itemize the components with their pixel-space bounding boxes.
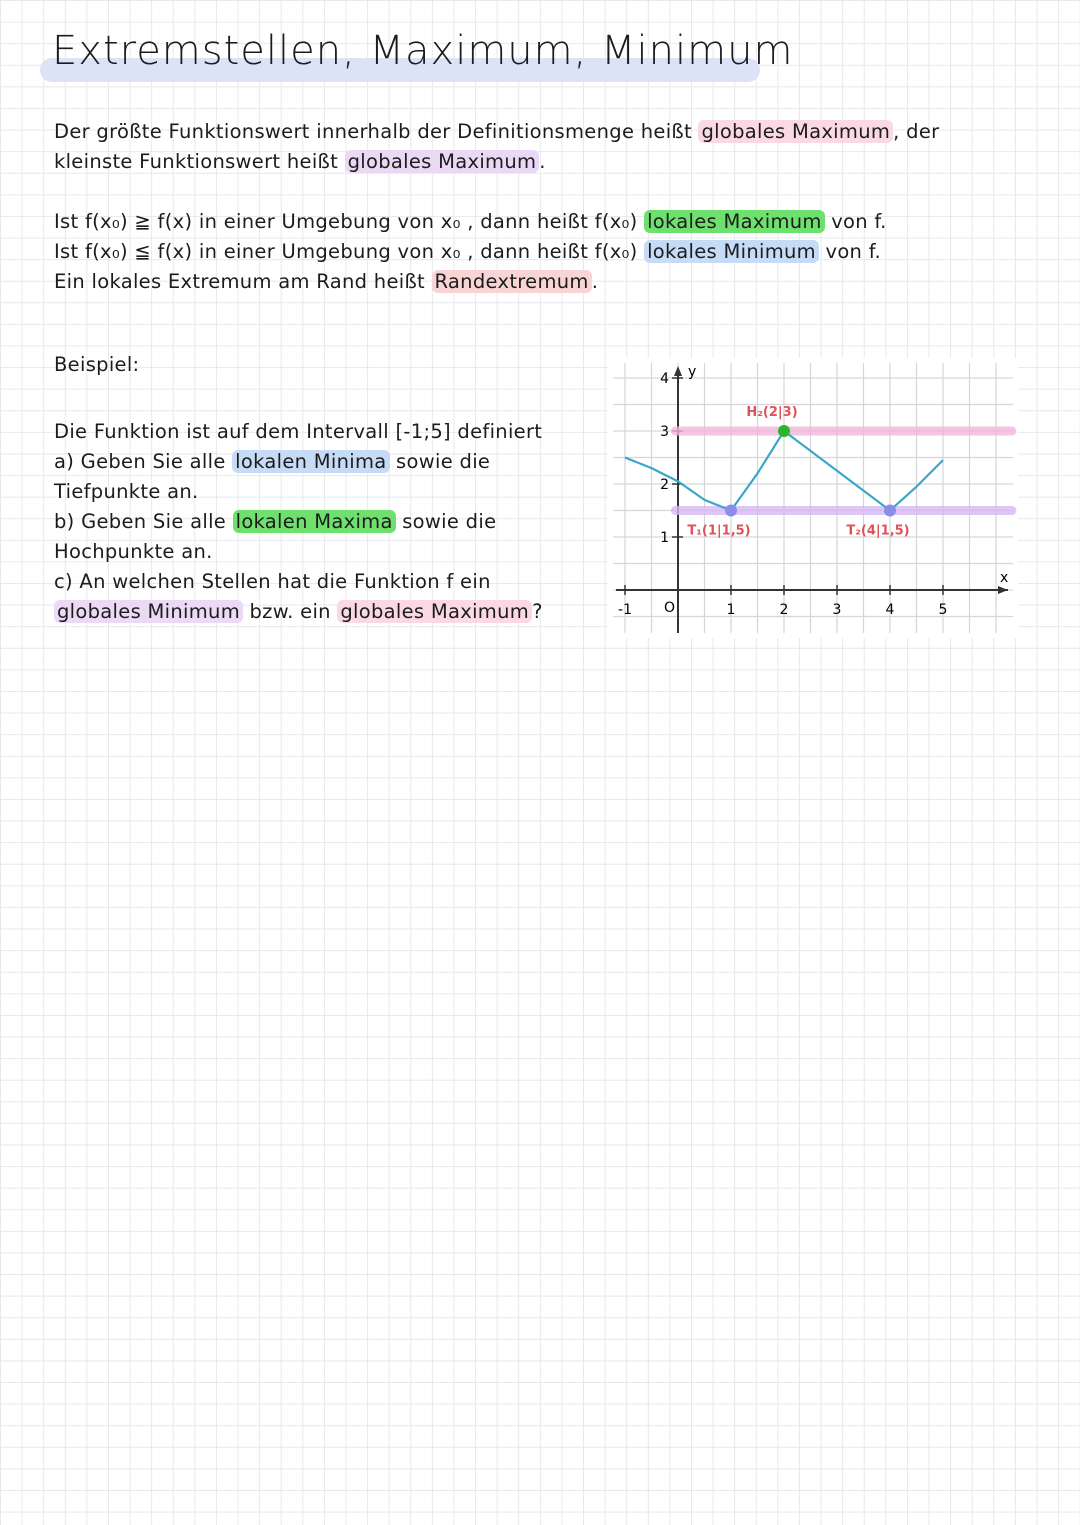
text-line xyxy=(54,270,598,293)
text-segment: Der größte Funktionswert innerhalb der Definitionsmenge heißt xyxy=(54,120,699,143)
text-line xyxy=(54,120,939,143)
origin-label: O xyxy=(664,600,676,616)
point-label: H₂(2|3) xyxy=(746,405,798,420)
highlighted-term: globales Maximum xyxy=(345,150,540,173)
x-axis-label: x xyxy=(1000,570,1009,586)
text-segment: c) An welchen Stellen hat die Funktion f ein xyxy=(54,570,491,593)
text-segment: ? xyxy=(532,600,543,623)
x-tick-label: 3 xyxy=(832,602,842,618)
text-line xyxy=(54,420,542,443)
x-tick-label: -1 xyxy=(618,602,632,618)
text-line xyxy=(54,510,496,533)
text-line xyxy=(54,540,213,563)
text-segment: . xyxy=(539,150,546,173)
text-segment: sowie die xyxy=(389,450,491,473)
text-segment: Beispiel: xyxy=(54,353,140,376)
x-tick-label: 4 xyxy=(885,602,895,618)
text-segment: Ein lokales Extremum am Rand heißt xyxy=(54,270,432,293)
extremum-point xyxy=(725,505,737,517)
page-title: Extremstellen, Maximum, Minimum xyxy=(52,28,794,74)
text-segment: Hochpunkte an. xyxy=(54,540,213,563)
y-axis-label: y xyxy=(688,364,697,380)
text-segment: Ist f(x₀) ≦ f(x) in einer Umgebung von x₀ , dann heißt f(x₀) xyxy=(54,240,645,263)
text-line xyxy=(54,600,543,623)
text-segment: sowie die xyxy=(395,510,497,533)
text-segment: von f. xyxy=(818,240,881,263)
x-axis-arrow xyxy=(998,586,1008,594)
text-segment: , der xyxy=(893,120,940,143)
text-segment: Tiefpunkte an. xyxy=(54,480,199,503)
text-line xyxy=(54,150,546,173)
y-axis-arrow xyxy=(674,366,682,376)
y-tick-label: 3 xyxy=(660,424,669,440)
x-tick-label: 1 xyxy=(726,602,736,618)
extremum-point xyxy=(884,505,896,517)
y-tick-label: 1 xyxy=(660,530,669,546)
highlighted-term: lokalen Minima xyxy=(232,450,389,473)
text-segment: von f. xyxy=(824,210,887,233)
function-graph xyxy=(608,358,1018,638)
highlighted-term: globales Maximum xyxy=(337,600,532,623)
text-line xyxy=(54,353,139,376)
text-segment: a) Geben Sie alle xyxy=(54,450,233,473)
highlighted-term: globales Minimum xyxy=(54,600,243,623)
highlighted-term: lokales Maximum xyxy=(644,210,825,233)
highlighted-term: Randextremum xyxy=(432,270,592,293)
text-line xyxy=(54,480,199,503)
highlighted-term: lokalen Maxima xyxy=(233,510,396,533)
text-segment: kleinste Funktionswert heißt xyxy=(54,150,345,173)
text-line xyxy=(54,240,881,263)
highlighted-term: lokales Minimum xyxy=(644,240,819,263)
y-tick-label: 2 xyxy=(660,477,669,493)
y-tick-label: 4 xyxy=(660,371,669,387)
x-tick-label: 5 xyxy=(938,602,948,618)
text-segment: b) Geben Sie alle xyxy=(54,510,233,533)
text-line xyxy=(54,210,887,233)
text-line xyxy=(54,450,490,473)
x-tick-label: 2 xyxy=(779,602,789,618)
extremum-point xyxy=(778,425,790,437)
point-label: T₁(1|1,5) xyxy=(687,523,751,539)
text-segment: Ist f(x₀) ≧ f(x) in einer Umgebung von x₀ , dann heißt f(x₀) xyxy=(54,210,645,233)
text-segment: . xyxy=(591,270,599,293)
text-line xyxy=(54,570,491,593)
point-label: T₂(4|1,5) xyxy=(846,523,910,539)
text-segment: bzw. ein xyxy=(243,600,338,623)
highlighted-term: globales Maximum xyxy=(698,120,893,143)
text-segment: Die Funktion ist auf dem Intervall [-1;5] definiert xyxy=(54,420,543,443)
